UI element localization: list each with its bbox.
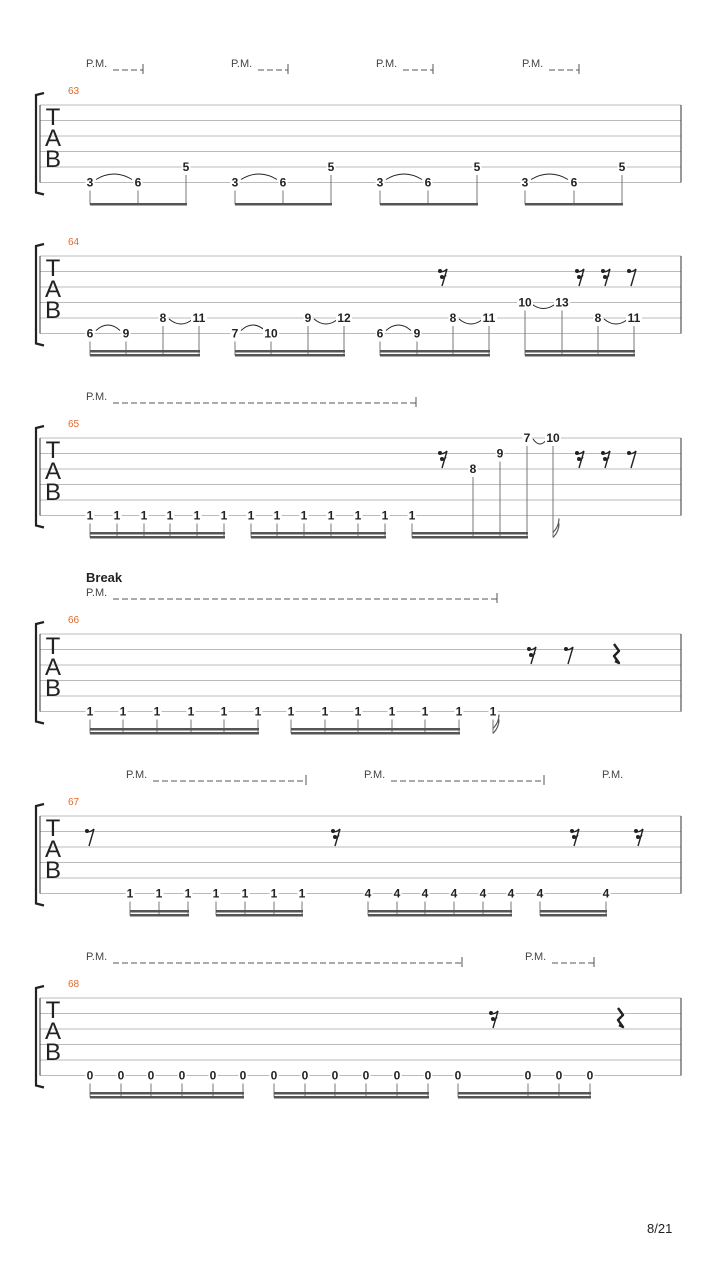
fret-number: 1 — [153, 704, 161, 719]
beam — [130, 910, 189, 913]
fret-number: 1 — [381, 508, 389, 523]
beam — [235, 350, 345, 353]
fret-number: 8 — [594, 311, 602, 325]
fret-number: 1 — [140, 508, 148, 523]
fret-number: 6 — [86, 326, 94, 341]
fret-number: 3 — [376, 175, 384, 190]
fret-number: 1 — [220, 508, 228, 523]
fret-number: 6 — [570, 175, 578, 190]
fret-number: 1 — [270, 886, 278, 901]
fret-number: 1 — [354, 508, 362, 523]
beam — [380, 354, 490, 357]
fret-number: 5 — [473, 160, 481, 174]
tab-system-66 — [36, 570, 681, 735]
fret-number: 4 — [602, 886, 610, 901]
tab-clef-letter: B — [44, 146, 62, 173]
fret-number: 0 — [117, 1068, 125, 1083]
fret-number: 6 — [376, 326, 384, 341]
fret-number: 1 — [455, 704, 463, 719]
section-label: Break — [86, 570, 123, 585]
fret-number: 1 — [388, 704, 396, 719]
fret-number: 5 — [327, 160, 335, 174]
fret-number: 0 — [586, 1068, 594, 1083]
fret-number: 1 — [193, 508, 201, 523]
tab-clef-letter: A — [44, 654, 62, 681]
fret-number: 4 — [364, 886, 372, 901]
fret-number: 0 — [424, 1068, 432, 1083]
fret-number: 1 — [298, 886, 306, 901]
tab-clef-letter: T — [45, 633, 61, 660]
beam — [274, 1092, 429, 1095]
fret-number: 11 — [627, 311, 641, 325]
fret-number: 5 — [182, 160, 190, 174]
fret-number: 8 — [449, 311, 457, 325]
beam — [458, 1096, 591, 1099]
palm-mute-label: P.M. — [126, 769, 148, 781]
fret-number: 0 — [270, 1068, 278, 1083]
tab-clef-letter: T — [45, 104, 61, 131]
fret-number: 1 — [287, 704, 295, 719]
quarter-rest-icon — [614, 644, 619, 663]
beam — [540, 910, 607, 913]
tie-arc — [314, 319, 338, 324]
tie-arc — [533, 439, 547, 444]
fret-number: 1 — [86, 508, 94, 523]
beam — [90, 354, 200, 357]
beam — [235, 354, 345, 357]
tab-clef-letter: A — [44, 125, 62, 152]
fret-number: 4 — [479, 886, 487, 901]
fret-number: 1 — [86, 704, 94, 719]
tie-arc — [169, 319, 193, 324]
beam — [251, 532, 386, 535]
fret-number: 11 — [482, 311, 496, 325]
palm-mute-label: P.M. — [376, 58, 398, 70]
tie-arc — [96, 325, 120, 331]
beam — [380, 203, 478, 206]
beam — [90, 350, 200, 353]
fret-number: 0 — [209, 1068, 217, 1083]
palm-mute-label: P.M. — [522, 58, 544, 70]
fret-number: 1 — [166, 508, 174, 523]
beam — [90, 728, 259, 731]
tie-arc — [241, 325, 265, 331]
beam — [90, 532, 225, 535]
tab-system-64 — [36, 237, 681, 357]
palm-mute-label: P.M. — [364, 769, 386, 781]
fret-number: 1 — [187, 704, 195, 719]
tie-arc — [96, 174, 132, 180]
fret-number: 10 — [264, 326, 278, 341]
fret-number: 7 — [523, 431, 531, 445]
measure-number: 68 — [68, 979, 80, 990]
fret-number: 0 — [178, 1068, 186, 1083]
fret-number: 1 — [254, 704, 262, 719]
fret-number: 9 — [496, 446, 504, 461]
fret-number: 1 — [184, 886, 192, 901]
fret-number: 0 — [524, 1068, 532, 1083]
beam — [274, 1096, 429, 1099]
tab-clef-letter: A — [44, 276, 62, 303]
fret-number: 13 — [555, 295, 569, 310]
beam — [291, 732, 460, 735]
tie-arc — [386, 174, 422, 180]
fret-number: 3 — [86, 175, 94, 190]
palm-mute-label: P.M. — [86, 391, 108, 403]
fret-number: 1 — [321, 704, 329, 719]
tab-system-67 — [36, 769, 681, 917]
beam — [525, 350, 635, 353]
tab-clef-letter: B — [44, 675, 62, 702]
fret-number: 1 — [212, 886, 220, 901]
measure-number: 63 — [68, 86, 80, 97]
fret-number: 1 — [113, 508, 121, 523]
tie-arc — [459, 319, 483, 324]
fret-number: 0 — [454, 1068, 462, 1083]
fret-number: 1 — [354, 704, 362, 719]
fret-number: 1 — [155, 886, 163, 901]
beam — [90, 203, 187, 206]
fret-number: 5 — [618, 160, 626, 174]
fret-number: 3 — [231, 175, 239, 190]
fret-number: 1 — [327, 508, 335, 523]
fret-number: 0 — [86, 1068, 94, 1083]
tab-clef-letter: T — [45, 437, 61, 464]
fret-number: 1 — [241, 886, 249, 901]
palm-mute-label: P.M. — [86, 587, 108, 599]
tie-arc — [531, 304, 556, 309]
tab-clef-letter: B — [44, 1039, 62, 1066]
beam — [540, 914, 607, 917]
tab-system-68 — [36, 951, 681, 1099]
tab-clef-letter: A — [44, 1018, 62, 1045]
fret-number: 8 — [159, 311, 167, 325]
fret-number: 4 — [421, 886, 429, 901]
fret-number: 7 — [231, 326, 239, 341]
beam — [90, 536, 225, 539]
fret-number: 0 — [393, 1068, 401, 1083]
tab-clef-letter: T — [45, 255, 61, 282]
beam — [90, 732, 259, 735]
measure-number: 64 — [68, 237, 80, 248]
fret-number: 1 — [220, 704, 228, 719]
fret-number: 1 — [300, 508, 308, 523]
fret-number: 12 — [337, 311, 351, 325]
fret-number: 8 — [469, 462, 477, 476]
beam — [458, 1092, 591, 1095]
fret-number: 1 — [119, 704, 127, 719]
tab-clef-letter: B — [44, 479, 62, 506]
beam — [216, 910, 303, 913]
fret-number: 1 — [421, 704, 429, 719]
tab-clef-letter: B — [44, 297, 62, 324]
palm-mute-label: P.M. — [602, 769, 624, 781]
fret-number: 6 — [134, 175, 142, 190]
beam — [130, 914, 189, 917]
beam — [235, 203, 332, 206]
fret-number: 6 — [279, 175, 287, 190]
beam — [291, 728, 460, 731]
beam — [525, 354, 635, 357]
beam — [216, 914, 303, 917]
tie-arc — [531, 174, 568, 180]
tab-clef-letter: T — [45, 997, 61, 1024]
tab-system-65 — [36, 391, 681, 539]
fret-number: 0 — [555, 1068, 563, 1083]
beam — [90, 1096, 244, 1099]
beam — [368, 910, 512, 913]
quarter-rest-icon — [618, 1008, 623, 1027]
beam — [525, 203, 623, 206]
tie-arc — [241, 174, 277, 180]
beam — [90, 1092, 244, 1095]
fret-number: 1 — [273, 508, 281, 523]
measure-number: 67 — [68, 797, 80, 808]
fret-number: 0 — [331, 1068, 339, 1083]
tie-arc — [386, 325, 411, 331]
fret-number: 4 — [450, 886, 458, 901]
beam — [412, 536, 528, 539]
fret-number: 0 — [362, 1068, 370, 1083]
fret-number: 1 — [247, 508, 255, 523]
palm-mute-label: P.M. — [525, 951, 547, 963]
beam — [380, 350, 490, 353]
tab-clef-letter: B — [44, 857, 62, 884]
tab-system-63 — [36, 58, 681, 206]
fret-number: 1 — [408, 508, 416, 523]
fret-number: 4 — [507, 886, 515, 901]
fret-number: 9 — [304, 311, 312, 325]
tie-arc — [604, 319, 628, 324]
fret-number: 1 — [126, 886, 134, 901]
beam — [251, 536, 386, 539]
fret-number: 4 — [393, 886, 401, 901]
beam — [412, 532, 528, 535]
measure-number: 66 — [68, 615, 80, 626]
palm-mute-label: P.M. — [231, 58, 253, 70]
fret-number: 4 — [536, 886, 544, 901]
beam — [368, 914, 512, 917]
fret-number: 3 — [521, 175, 529, 190]
measure-number: 65 — [68, 419, 80, 430]
palm-mute-label: P.M. — [86, 58, 108, 70]
fret-number: 9 — [122, 326, 130, 341]
fret-number: 9 — [413, 326, 421, 341]
note-flag-icon — [553, 519, 559, 538]
fret-number: 1 — [489, 704, 497, 719]
fret-number: 10 — [518, 295, 532, 310]
fret-number: 0 — [239, 1068, 247, 1083]
palm-mute-label: P.M. — [86, 951, 108, 963]
tab-clef-letter: T — [45, 815, 61, 842]
tab-clef-letter: A — [44, 458, 62, 485]
fret-number: 0 — [147, 1068, 155, 1083]
tab-clef-letter: A — [44, 836, 62, 863]
fret-number: 10 — [546, 431, 560, 445]
fret-number: 6 — [424, 175, 432, 190]
page-number: 8/21 — [647, 1221, 673, 1236]
fret-number: 11 — [192, 311, 206, 325]
fret-number: 0 — [301, 1068, 309, 1083]
